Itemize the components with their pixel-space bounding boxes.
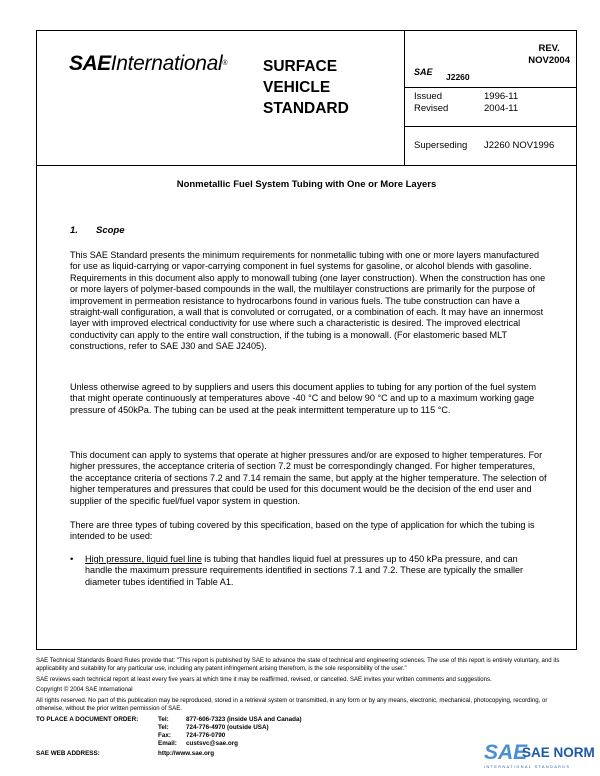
paragraph-4: There are three types of tubing covered by this specification, based on the type of application for which the tubing is intended to be used: xyxy=(70,520,535,542)
superseding-label: Superseding xyxy=(414,140,468,151)
email-label: Email: xyxy=(158,740,177,747)
bullet-description: is tubing that handles liquid fuel at pressures up to 450 kPa pressure, and can handle the maximum pressure requirements identified in sections 7.1 and 7.2. These are typically the smaller diameter tubes identified in Table A1. xyxy=(85,554,524,587)
section-heading xyxy=(70,225,125,236)
bullet-term: High pressure, liquid fuel line xyxy=(85,554,202,564)
header-divider xyxy=(36,165,577,166)
fax-label: Fax: xyxy=(158,732,171,739)
review-notice: SAE reviews each technical report at least every five years at which time it may be reaffirmed, revised, or cancelled. SAE invites your written comments and suggestions. xyxy=(36,676,492,683)
norm-logo-text: SAE NORM xyxy=(522,745,595,760)
norm-logo-mark: SAE xyxy=(484,741,528,764)
document-number: J2260 xyxy=(446,72,470,82)
order-label: TO PLACE A DOCUMENT ORDER: xyxy=(36,716,139,723)
fax-value: 724-776-0790 xyxy=(186,732,226,739)
tel2-value: 724-776-4970 (outside USA) xyxy=(186,724,269,731)
copyright-notice: Copyright © 2004 SAE International xyxy=(36,686,133,693)
section-number: 1. xyxy=(70,225,78,236)
logo-sae-text: SAE xyxy=(69,52,111,75)
rights-notice: All rights reserved. No part of this publication may be reproduced, stored in a retrieval system or transmitted, in any form or by any means, electronic, mechanical, photocopying, recording, or otherwise, without the prior written permission of SAE. xyxy=(36,697,548,712)
section-title: Scope xyxy=(96,225,125,236)
paragraph-2: Unless otherwise agreed to by suppliers and users this document applies to tubing for any portion of the fuel system that might operate continuously at temperatures above -40 °C and below 90 °C and up to a maximum working gage pressure of 450kPa. The tubing can be used at the peak intermittent temperature up to 115 °C. xyxy=(70,382,537,415)
title-line-2: VEHICLE xyxy=(263,79,331,96)
revised-label: Revised xyxy=(414,103,449,114)
info-separator-top xyxy=(404,87,577,88)
info-separator-bottom xyxy=(404,126,577,127)
logo-trademark: ® xyxy=(222,60,228,67)
title-line-3: STANDARD xyxy=(263,100,349,117)
web-label: SAE WEB ADDRESS: xyxy=(36,750,100,757)
sae-international-logo xyxy=(69,52,228,76)
mini-sae-logo: SAE xyxy=(414,67,433,77)
standard-type-title xyxy=(263,56,393,119)
board-rules-notice: SAE Technical Standards Board Rules provide that: "This report is published by SAE to advance the state of technical and engineering sciences. The use of this report is entirely voluntary, and its applicability and suitability for any particular use, including any patent infringement arising therefrom, is the sole responsibility of the user." xyxy=(36,657,560,672)
tel2-label: Tel: xyxy=(158,724,169,731)
tel-label: Tel: xyxy=(158,716,169,723)
bullet-marker: • xyxy=(70,554,74,565)
rev-label: REV. xyxy=(538,43,560,54)
superseding-value: J2260 NOV1996 xyxy=(484,140,555,151)
email-value[interactable]: custsvc@sae.org xyxy=(186,740,238,747)
title-line-1: SURFACE xyxy=(263,58,338,75)
rev-date: NOV2004 xyxy=(528,55,570,66)
logo-international-text: International xyxy=(110,52,223,75)
revised-value: 2004-11 xyxy=(484,103,519,114)
issued-label: Issued xyxy=(414,91,442,102)
tel-value: 877-606-7323 (inside USA and Canada) xyxy=(186,716,302,723)
paragraph-1: This SAE Standard presents the minimum requirements for nonmetallic tubing with one or more layers manufactured for use as liquid-carrying or vapor-carrying component in fuel systems for gasoline, or alcohol blends with gasoline. Requirements in this document also apply to monowall tubing (one layer construction). When the construction has one or more layers of polymer-based compounds in the wall, the multilayer constructions are primarily for the purpose of improvement in permeation resistance to hydrocarbons found in various fuels. The tube construction can have a straight-wall configuration, a wall that is convoluted or corrugated, or a combination of each. It may have an innermost layer with improved electrical conductivity for use where such a characteristic is desired. The improved electrical conductivity can apply to the entire wall construction, if the tubing is a monowall. (For elastomeric based MLT constructions, refer to SAE J30 and SAE J2405). xyxy=(70,250,546,352)
sae-norm-logo xyxy=(484,742,594,772)
bullet-item xyxy=(85,554,545,588)
revision-block xyxy=(528,43,570,67)
issued-value: 1996-11 xyxy=(484,91,519,102)
web-link[interactable]: http://www.sae.org xyxy=(158,750,215,757)
document-title: Nonmetallic Fuel System Tubing with One or More Layers xyxy=(176,179,437,190)
paragraph-3: This document can apply to systems that operate at higher pressures and/or are exposed to higher temperatures. For higher pressures, the acceptance criteria of section 7.2 must be correspondingly changed. For higher temperatures, the acceptance criteria of sections 7.2 and 7.14 remain the same, but apply at the higher temperature. The selection of higher temperatures and pressures that could be used for this document would be the decision of the end user and supplier of the specific fuel/fuel vapor system in question. xyxy=(70,450,547,506)
norm-logo-subtext: INTERNATIONAL STANDARDS xyxy=(484,765,571,769)
